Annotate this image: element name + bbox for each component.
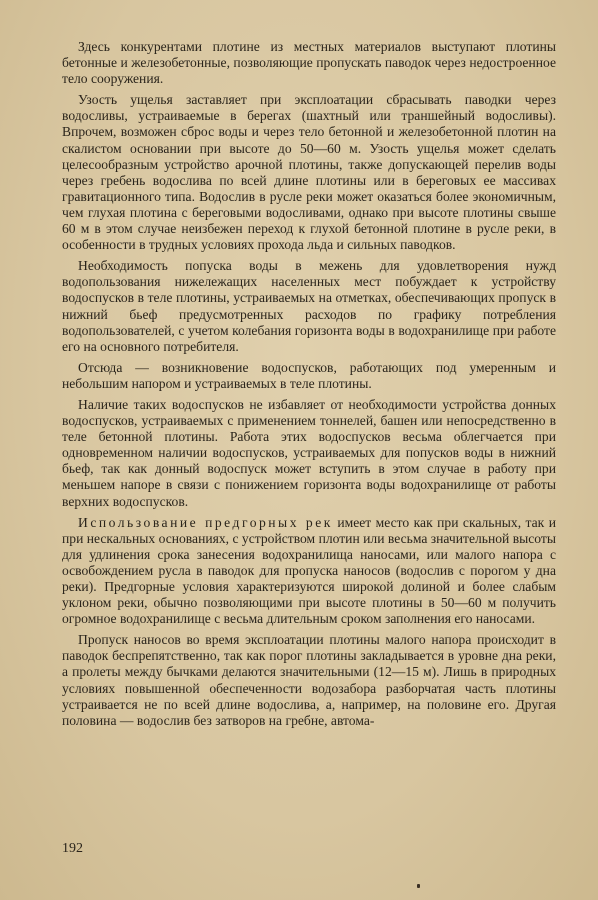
paragraph-4: Отсюда — возникновение водоспусков, работающих под умеренным и небольшим напором и устраиваемых в теле плотины. xyxy=(62,359,556,391)
paragraph-6-body: при скальных, так и при нескальных основаниях, с устройством плотин или весьма значительной высоты для удлинения срока занесения водохранилища наносами, или малого напора с освобождением русла в паводок для пропуска наносов (водослив с порогом у дна реки). Предгорные условия характеризуются широкой долиной и более слабым уклоном реки, обычно позволяющими при высоте плотины в 50—60 м получить огромное водохранилище с весьма длительным сроком заполнения его наносами. xyxy=(62,514,557,627)
paragraph-1: Здесь конкурентами плотине из местных материалов выступают плотины бетонные и железобетонные, позволяющие пропускать паводок через недостроенное тело сооружения. xyxy=(62,39,556,87)
ink-speck xyxy=(417,884,420,888)
paragraph-5: Наличие таких водоспусков не избавляет от необходимости устройства донных водоспусков, устраиваемых с применением тоннелей, башен или непосредственно в теле бетонной плотины. Работа этих водоспусков весьма облегчается при одновременном наличии водоспусков, устраиваемых для попусков воды в нижний бьеф, так как донный водоспуск может вступить в этом случае в работу при меньшем напоре в связи с понижением горизонта воды водохранилище от работы верхних водоспусков. xyxy=(62,396,556,509)
paragraph-3: Необходимость попуска воды в межень для удовлетворения нужд водопользования нижележащих населенных мест побуждает к устройству водоспусков в теле плотины, устраиваемых на отметках, обеспечивающих пропуск в нижний бьеф предусмотренных расходов по графику потребления водопользователей, с учетом колебания горизонта воды в водохранилище при работе его на основного потребителя. xyxy=(62,258,556,354)
body-text xyxy=(62,39,556,734)
page-number: 192 xyxy=(62,841,83,856)
paragraph-7: Пропуск наносов во время эксплоатации плотины малого напора происходит в паводок беспрепятственно, так как порог плотины закладывается в уровне дна реки, а пролеты между бычками делаются значительными (12—15 м). Лишь в природных условиях повышенной обеспеченности водозабора разборчатая часть плотины устраивается не по всей длине водослива, а, например, на половине его. Другая половина — водослив без затворов на гребне, автома- xyxy=(62,632,556,728)
spaced-emphasis-continuation: имеет место как xyxy=(332,514,438,530)
paragraph-2: Узость ущелья заставляет при эксплоатации сбрасывать паводки через водосливы, устраиваемые в берегах (шахтный или траншейный водосливы). Впрочем, возможен сброс воды и через тело бетонной и железобетонной плотин на скалистом основании при высоте до 50—60 м. Узость ущелья может сделать целесообразным устройство арочной плотины, также допускающей перелив воды через гребень водослива по всей длине плотины или в береговых ее массивах гравитационного типа. Водослив в русле реки может оказаться более экономичным, чем глухая плотина с береговыми водосливами, однако при высоте плотины свыше 60 м в этом случае неизбежен переход к глухой бетонной плотине в русле реки, в особенности в трудных условиях прохода льда и сильных паводков. xyxy=(62,92,556,253)
spaced-emphasis: Использование предгорных рек xyxy=(78,514,333,530)
paragraph-6 xyxy=(62,515,556,628)
